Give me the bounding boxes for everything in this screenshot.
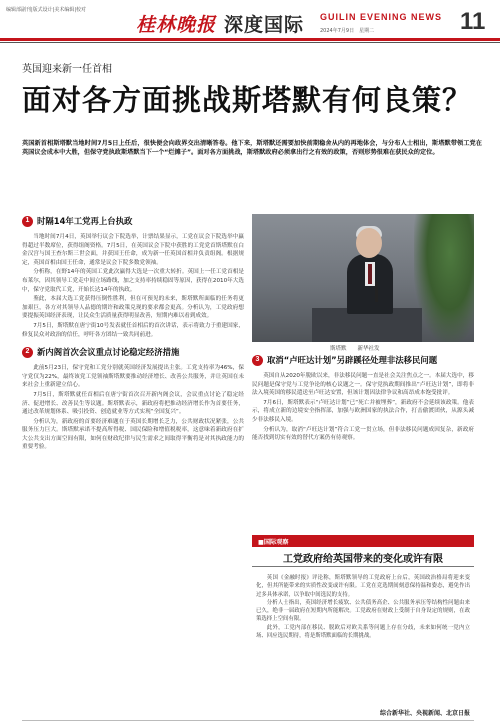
paragraph: 此外，工党内部在移民、脱欧后对欧关系等问题上存在分歧，未来如何统一党内立场、回应选民期待，将是斯塔默面临的长期挑战。 xyxy=(256,624,470,640)
article-lead: 英国新首相斯塔默当地时间7月5日上任后，很快便会向政界交出清晰答卷。他下来，斯塔默还需要加快前期稳舍从内的再地体会，与分布人士相出，斯塔默带领工党在英国议会成本中大胜，但保守党执政斯塔默当下一个“烂摊子”。面对各方面挑战，斯塔默政府必须拿出行之有效的政策，否则形势很难在获民众的定位。 xyxy=(22,140,482,157)
editor-credits: 编辑部副刊|版式设计|美术编辑|校对 xyxy=(6,7,87,13)
left-column xyxy=(22,212,244,717)
paragraph: 7月6日，斯塔默表示“卢旺达计划”已“死亡并被埋葬”，新政府不会延续该政策。他表示，将成立新的边境安全指挥部，加强与欧洲国家的执法合作，打击偷渡团伙，从源头减少非法移民入境。 xyxy=(252,399,474,423)
paragraph: 当地时间7月4日，英国举行议会下院选举，计票结果显示，工党在议会下院选举中赢得超过半数席位，获得组阁资格。7月5日，在英国议会下院中获胜的工党党首斯塔默在白金汉宫与国王查尔斯三世会面，并获国王任命，成为新一任英国首相并负责组阁。根据规定，英国首相由国王任命，通常是议会下院多数党领袖。 xyxy=(22,234,244,266)
photo-background-foliage xyxy=(414,214,474,342)
section-heading-text: 取消“卢旺达计划”另辟蹊径处理非法移民问题 xyxy=(267,355,438,366)
commentary-body xyxy=(256,574,470,704)
right-column xyxy=(252,355,474,531)
section-title: 深度国际 xyxy=(224,14,305,36)
paragraph: 分析认为，取消“卢旺达计划”符合工党一贯立场，但非法移民问题成因复杂，新政府能否找到切实有效的替代方案仍有待观察。 xyxy=(252,426,474,442)
paragraph: 此前5月23日，保守党和工党分别就英国经济发展提出主张。工党支持率为46%，保守党仅为22%，最终该党工党领袖斯塔默要推动经济增长、改善公共服务，并让英国在未来社会上重新建立信心。 xyxy=(22,365,244,389)
paragraph: 7月5日，斯塔默在唐宁街10号发表就任首相后的首次讲话，表示将致力于重建国家，修复民众对政治的信任，呼吁各方团结一致共同前进。 xyxy=(22,322,244,338)
header-divider xyxy=(0,38,500,41)
article-kicker: 英国迎来新一任首相 xyxy=(22,64,112,75)
article-headline: 面对各方面挑战斯塔默有何良策？ xyxy=(22,83,473,117)
microphone-icon xyxy=(375,282,378,302)
photo-tie xyxy=(368,264,372,284)
issue-date: 2024年7月9日 星期二 xyxy=(320,28,375,34)
paragraph: 分析认为，新政府的首要经济难题在于英国长期增长乏力，公共财政状况紧张，公共服务压力巨大。斯塔默承诺不提高所得税、国民保险和增值税税率，这意味着新政府在扩大公共支出方面空间有限，如何在财政纪律与民生需求之间取得平衡将是对其执政能力的重要考验。 xyxy=(22,418,244,451)
newspaper-name-english: GUILIN EVENING NEWS xyxy=(320,12,443,22)
source-byline: 综合新华社、央视新闻、北京日报 xyxy=(380,710,471,717)
page-number: 11 xyxy=(460,8,486,35)
photo-head xyxy=(356,228,382,258)
newspaper-logo: 桂林晚报 xyxy=(136,14,217,36)
section-number-badge: 1 xyxy=(22,216,33,227)
section-heading xyxy=(22,347,244,358)
paragraph: 分析称，在野14年的英国工党此次赢得大选是一次重大转折。英国上一任工党首相是布莱尔，因其领导工党走中间立场路线，加之支持率持续稳固等原因，获得在2010年大选中，保守党取代工党，开始长达14年的执政。 xyxy=(22,269,244,293)
masthead xyxy=(0,0,500,44)
photo-caption: 斯塔默 新华社发 xyxy=(330,346,380,352)
paragraph: 分析人士指出，英国经济增长疲软、公共债务高企、公共服务承压等结构性问题由来已久，绝非一届政府在短期内所能解决。工党政府在财政上受制于自身设定的规则，在政策选择上空间有限。 xyxy=(256,599,470,623)
paragraph: 7月5日，斯塔默就任首相后在唐宁街首次召开新内阁会议，会议重点讨论了稳定经济、促进增长、改善民生等议题。斯塔默表示，新政府将把推动经济增长作为首要任务，通过改革规划体系、吸引投资、创造就业等方式实现“全国复兴”。 xyxy=(22,391,244,416)
section-heading-text: 时隔14年工党再上台执政 xyxy=(37,216,133,227)
article-title-block xyxy=(22,60,482,157)
paragraph: 英国自从2020年脱欧以来，非法移民问题一直是社会关注焦点之一。本届大选中，移民问题是保守党与工党争论的核心议题之一。保守党执政期间推出“卢旺达计划”，即将非法入境英国的移民遣送至卢旺达安置，但该计划因法律争议和高昂成本饱受批评。 xyxy=(252,373,474,397)
news-photo xyxy=(252,214,474,342)
header-divider-thin xyxy=(0,42,500,43)
commentary-tag: ■国际观察 xyxy=(252,535,474,547)
commentary-title: 工党政府给英国带来的变化或许有限 xyxy=(283,554,443,565)
section-heading-text: 新内阁首次会议重点讨论稳定经济措施 xyxy=(37,347,180,358)
section-number-badge: 2 xyxy=(22,347,33,358)
section-heading xyxy=(252,355,474,366)
footer-divider xyxy=(22,720,474,721)
commentary-divider xyxy=(252,566,474,567)
paragraph: 鉴此，本届大选工党获得压倒性胜利，但在可预见的未来，斯塔默所面临的任务将更加艰巨，各方对其领导人品德的期许和政策兑现的要求都会更高。分析认为，工党政府想要提振英国经济表现，让民众生活质量获得明显改善，短期内难以看到成效。 xyxy=(22,296,244,320)
section-heading xyxy=(22,216,244,227)
section-number-badge: 3 xyxy=(252,355,263,366)
paragraph: 英国《金融时报》评论称，斯塔默领导的工党政府上台后，英国政治格局将迎来变化，但其所能带来的实质性改变或许有限。工党在竞选期间刻意保持温和姿态，避免作出过多具体承诺，以争取中间选民的支持。 xyxy=(256,575,470,598)
